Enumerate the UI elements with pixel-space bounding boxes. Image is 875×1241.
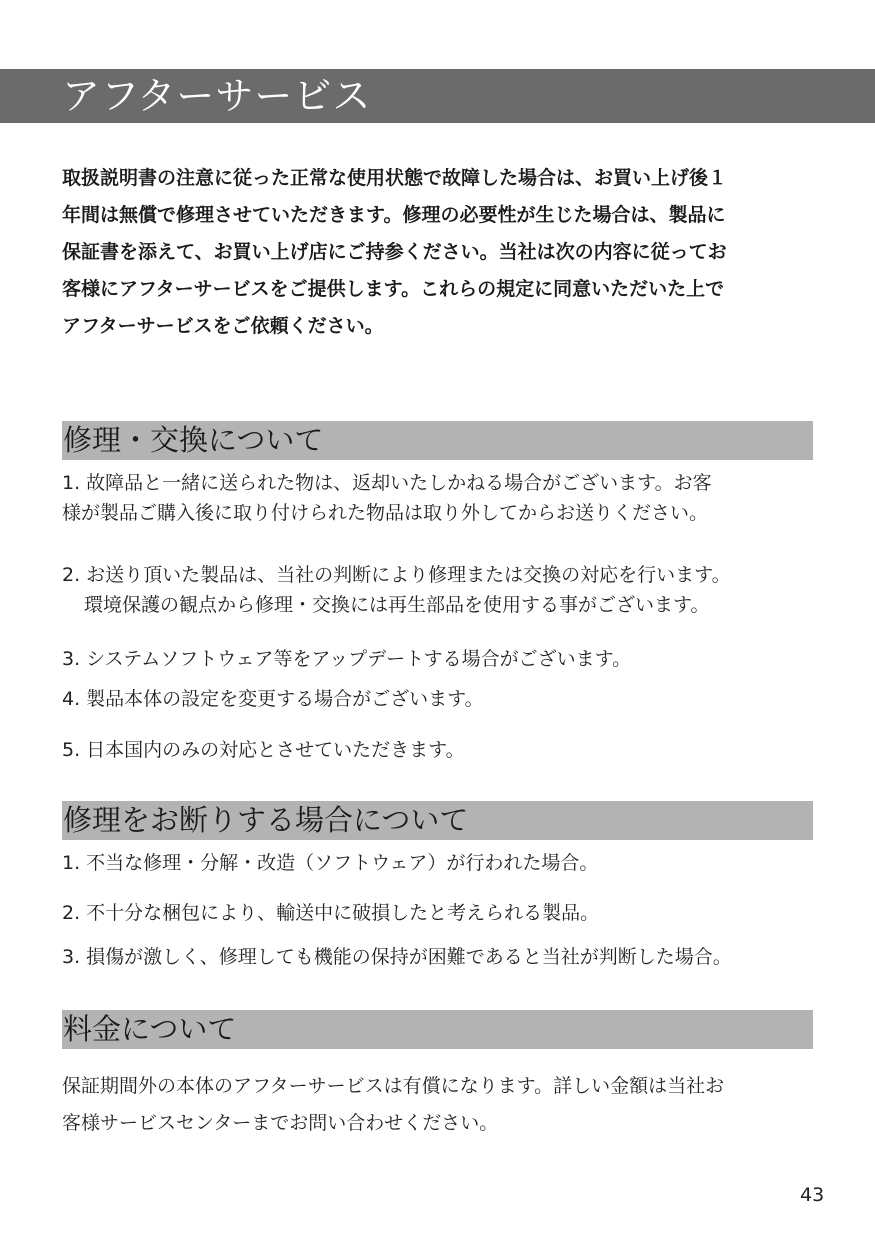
- item-text: 1. 故障品と一緒に送られた物は、返却いたしかねる場合がございます。お客: [62, 472, 712, 494]
- fee-paragraph: [62, 1068, 822, 1142]
- item-text: 様が製品ご購入後に取り付けられた物品は取り外してからお送りください。: [62, 502, 709, 524]
- title-bar: [0, 69, 875, 123]
- intro-line: 年間は無償で修理させていただきます。修理の必要性が生じた場合は、製品に: [62, 204, 726, 226]
- refuse-item-1: [62, 848, 822, 878]
- item-text: 3. システムソフトウェア等をアップデートする場合がございます。: [62, 648, 632, 670]
- fee-line: 客様サービスセンターまでお問い合わせください。: [62, 1112, 499, 1134]
- item-text: 1. 不当な修理・分解・改造（ソフトウェア）が行われた場合。: [62, 852, 599, 874]
- section-heading-repair: [62, 421, 813, 460]
- repair-item-2: [62, 560, 822, 620]
- section-heading-text: 修理をお断りする場合について: [63, 803, 469, 837]
- fee-line: 保証期間外の本体のアフターサービスは有償になります。詳しい金額は当社お: [62, 1075, 725, 1097]
- item-text: 3. 損傷が激しく、修理しても機能の保持が困難であると当社が判断した場合。: [62, 946, 732, 968]
- item-text: 5. 日本国内のみの対応とさせていただきます。: [62, 739, 465, 761]
- intro-line: 保証書を添えて、お買い上げ店にご持参ください。当社は次の内容に従ってお: [62, 241, 727, 263]
- section-heading-refuse: [62, 801, 813, 840]
- refuse-item-3: [62, 942, 822, 972]
- refuse-item-2: [62, 898, 822, 928]
- repair-item-1: [62, 468, 822, 528]
- section-heading-fee: [62, 1010, 813, 1049]
- section-heading-text: 料金について: [63, 1012, 237, 1046]
- item-text: 4. 製品本体の設定を変更する場合がございます。: [62, 688, 484, 710]
- page-number: 43: [800, 1184, 825, 1206]
- item-text: 環境保護の観点から修理・交換には再生部品を使用する事がございます。: [84, 594, 710, 616]
- intro-paragraph: [62, 160, 822, 345]
- repair-item-5: [62, 735, 822, 765]
- item-text: 2. 不十分な梱包により、輸送中に破損したと考えられる製品。: [62, 902, 600, 924]
- repair-item-3: [62, 644, 822, 674]
- intro-line: 客様にアフターサービスをご提供します。これらの規定に同意いただいた上で: [62, 278, 725, 300]
- repair-item-4: [62, 684, 822, 714]
- page-title: アフターサービス: [62, 74, 372, 118]
- intro-line: 取扱説明書の注意に従った正常な使用状態で故障した場合は、お買い上げ後１: [62, 167, 728, 189]
- section-heading-text: 修理・交換について: [63, 423, 324, 457]
- item-text: 2. お送り頂いた製品は、当社の判断により修理または交換の対応を行います。: [62, 564, 731, 586]
- intro-line: アフターサービスをご依頼ください。: [62, 315, 384, 337]
